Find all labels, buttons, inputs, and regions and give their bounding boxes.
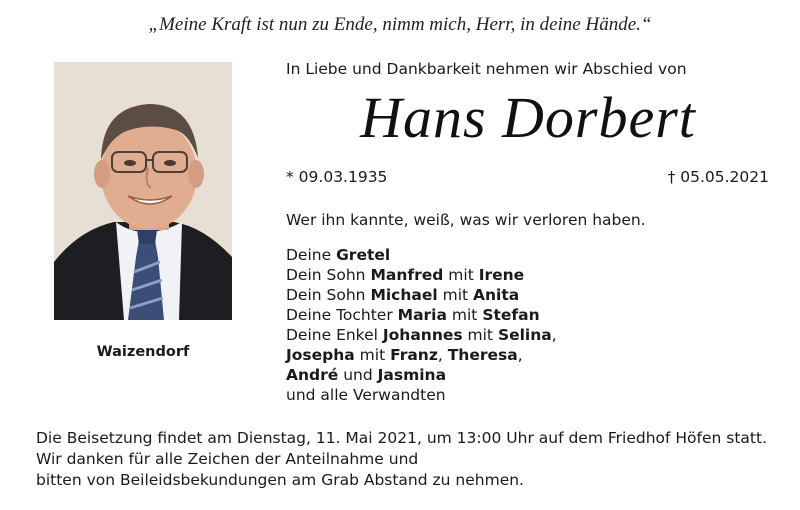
mourner-line <box>286 265 557 285</box>
mourners-list <box>286 245 557 405</box>
condolence-request-line: bitten von Beileidsbekundungen am Grab Abstand zu nehmen. <box>36 471 524 489</box>
connector: mit <box>446 306 483 324</box>
relation: Deine Enkel <box>286 326 383 344</box>
mourner-name: Gretel <box>336 246 391 264</box>
funeral-info-line: Die Beisetzung findet am Dienstag, 11. Mai 2021, um 13:00 Uhr auf dem Friedhof Höfen statt. <box>36 429 768 447</box>
mourner-name: Jasmina <box>377 366 447 384</box>
mourner-name: Maria <box>397 306 447 324</box>
place-of-residence: Waizendorf <box>96 344 190 360</box>
connector: mit <box>443 266 479 284</box>
relation: Dein Sohn <box>286 266 371 284</box>
mourner-line <box>286 325 557 345</box>
thanks-line: Wir danken für alle Zeichen der Anteilnahme und <box>36 450 419 468</box>
mourner-name: Irene <box>478 266 525 284</box>
portrait-photo <box>54 62 232 320</box>
quote: „Meine Kraft ist nun zu Ende, nimm mich, Herr, in deine Hände.“ <box>148 14 652 35</box>
relation: Deine Tochter <box>286 306 398 324</box>
mourner-line <box>286 245 557 265</box>
death-date: † 05.05.2021 <box>667 168 769 186</box>
connector: mit <box>437 286 474 304</box>
mourner-line <box>286 285 557 305</box>
mourner-name: Theresa <box>447 346 518 364</box>
connector: und <box>338 366 378 384</box>
mourner-line <box>286 365 557 385</box>
verse: Wer ihn kannte, weiß, was wir verloren haben. <box>286 211 646 229</box>
connector: mit <box>354 346 391 364</box>
birth-date: * 09.03.1935 <box>286 168 388 186</box>
relatives-text: und alle Verwandten <box>286 386 446 404</box>
mourner-name: Selina <box>497 326 552 344</box>
connector: mit <box>462 326 498 344</box>
mourner-name: Anita <box>473 286 520 304</box>
mourner-line <box>286 385 557 405</box>
mourner-name: Johannes <box>382 326 463 344</box>
mourner-name: Franz <box>390 346 438 364</box>
mourner-line <box>286 345 557 365</box>
punctuation: , <box>551 326 557 344</box>
intro-text: In Liebe und Dankbarkeit nehmen wir Abschied von <box>286 60 687 78</box>
punctuation: , <box>517 346 523 364</box>
mourner-name: Stefan <box>482 306 540 324</box>
mourner-name: Manfred <box>370 266 444 284</box>
mourner-name: André <box>286 366 339 384</box>
relation: Deine <box>286 246 337 264</box>
mourner-line <box>286 305 557 325</box>
mourner-name: Josepha <box>286 346 355 364</box>
relation: Dein Sohn <box>286 286 371 304</box>
punctuation: , <box>437 346 448 364</box>
funeral-notice <box>36 428 776 491</box>
mourner-name: Michael <box>370 286 438 304</box>
deceased-name: Hans Dorbert <box>360 85 696 150</box>
